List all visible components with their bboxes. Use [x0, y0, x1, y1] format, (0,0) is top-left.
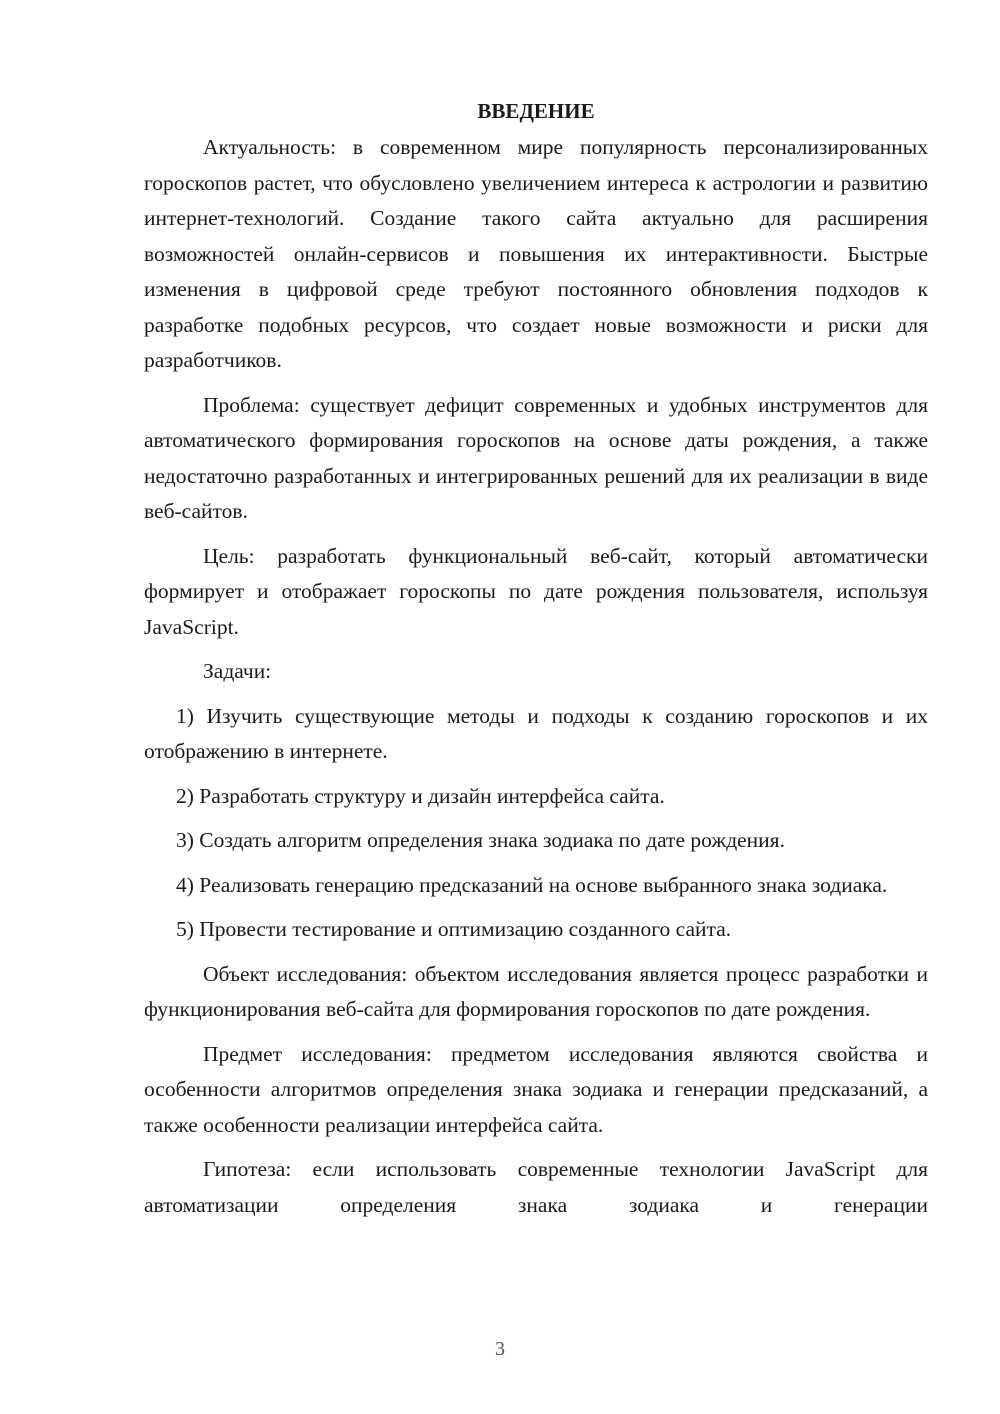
paragraph-relevance: Актуальность: в современном мире популярность персонализированных гороскопов растет, что обусловлено увеличением интереса к астрологии и развитию интернет-технологий. Создание такого сайта актуально для расширения возможностей онлайн-сервисов и повышения их интерактивности. Быстрые изменения в цифровой среде требуют постоянного обновления подходов к разработке подобных ресурсов, что создает новые возможности и риски для разработчиков. [144, 135, 928, 372]
section-title: ВВЕДЕНИЕ [477, 99, 595, 123]
paragraph-subject: Предмет исследования: предметом исследования являются свойства и особенности алгоритмов определения знака зодиака и генерации предсказаний, а также особенности реализации интерфейса сайта. [144, 1041, 928, 1137]
task-item-3: 3) Создать алгоритм определения знака зодиака по дате рождения. [176, 828, 785, 852]
paragraph-tasks-heading: Задачи: [203, 659, 272, 683]
task-item-5: 5) Провести тестирование и оптимизацию созданного сайта. [176, 917, 732, 941]
paragraph-object: Объект исследования: объектом исследования является процесс разработки и функционирования веб-сайта для формирования гороскопов по дате рождения. [144, 961, 928, 1021]
task-item-4: 4) Реализовать генерацию предсказаний на основе выбранного знака зодиака. [176, 872, 888, 897]
paragraph-problem: Проблема: существует дефицит современных и удобных инструментов для автоматического формирования гороскопов на основе даты рождения, а также недостаточно разработанных и интегрированных решений для их реализации в виде веб-сайтов. [144, 392, 928, 523]
task-item-2: 2) Разработать структуру и дизайн интерфейса сайта. [176, 783, 665, 808]
page-content [144, 96, 928, 1223]
task-item-1: 1) Изучить существующие методы и подходы к созданию гороскопов и их отображению в интернете. [144, 703, 928, 763]
paragraph-hypothesis: Гипотеза: если использовать современные технологии JavaScript для автоматизации определения знака зодиака и генерации [144, 1157, 928, 1217]
page-number: 3 [495, 1338, 505, 1360]
paragraph-goal: Цель: разработать функциональный веб-сайт, который автоматически формирует и отображает гороскопы по дате рождения пользователя, используя JavaScript. [144, 543, 928, 639]
